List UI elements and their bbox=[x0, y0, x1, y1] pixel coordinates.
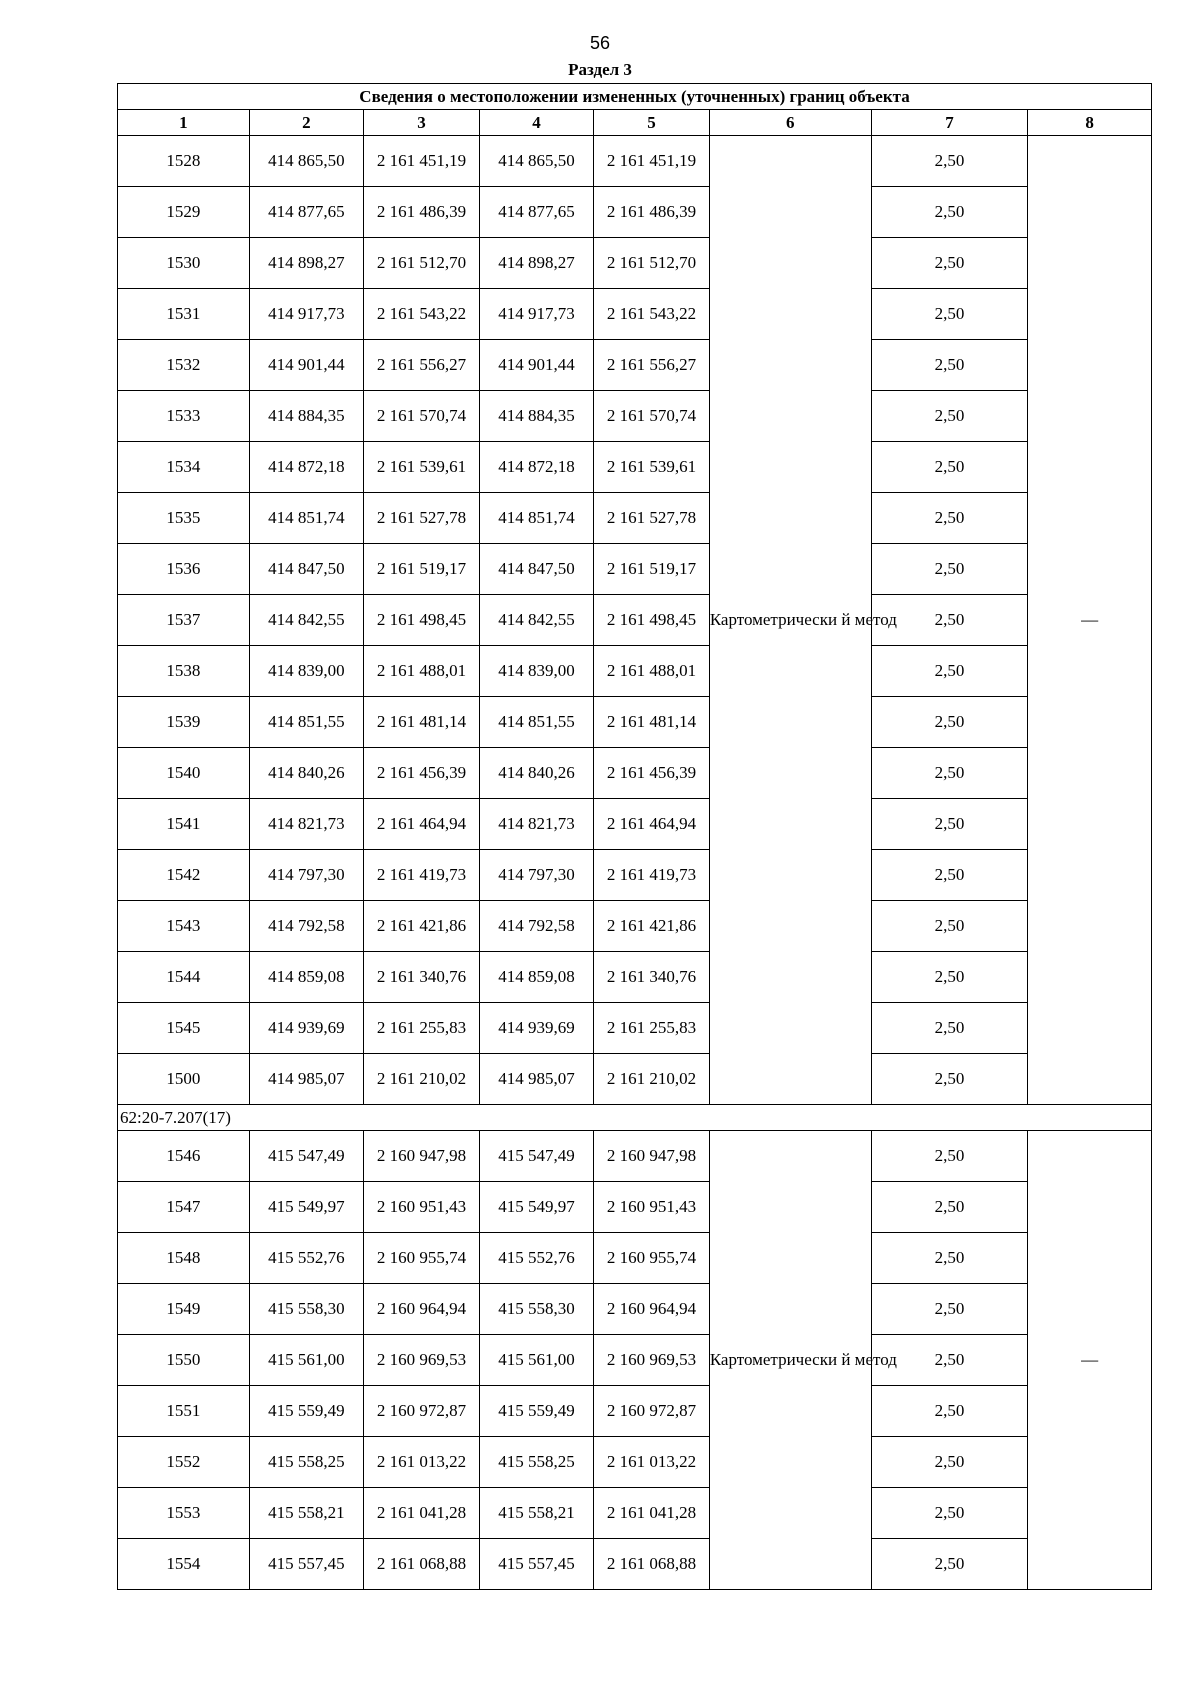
x-coordinate-cell: 414 839,00 bbox=[249, 646, 364, 697]
point-number-cell: 1544 bbox=[118, 952, 250, 1003]
x-coordinate-cell: 414 859,08 bbox=[479, 952, 594, 1003]
column-header: 6 bbox=[709, 110, 871, 136]
y-coordinate-cell: 2 161 486,39 bbox=[594, 187, 710, 238]
y-coordinate-cell: 2 160 947,98 bbox=[594, 1131, 710, 1182]
point-number-cell: 1533 bbox=[118, 391, 250, 442]
x-coordinate-cell: 415 549,97 bbox=[479, 1182, 594, 1233]
accuracy-cell: 2,50 bbox=[871, 595, 1028, 646]
table-row bbox=[118, 1539, 1152, 1590]
x-coordinate-cell: 414 847,50 bbox=[249, 544, 364, 595]
x-coordinate-cell: 414 898,27 bbox=[249, 238, 364, 289]
y-coordinate-cell: 2 160 955,74 bbox=[364, 1233, 480, 1284]
x-coordinate-cell: 414 792,58 bbox=[249, 901, 364, 952]
x-coordinate-cell: 415 558,25 bbox=[249, 1437, 364, 1488]
accuracy-cell: 2,50 bbox=[871, 1386, 1028, 1437]
x-coordinate-cell: 414 939,69 bbox=[249, 1003, 364, 1054]
x-coordinate-cell: 414 792,58 bbox=[479, 901, 594, 952]
x-coordinate-cell: 414 859,08 bbox=[249, 952, 364, 1003]
method-cell: Картометрически й метод bbox=[709, 136, 871, 1105]
table-row bbox=[118, 238, 1152, 289]
y-coordinate-cell: 2 160 969,53 bbox=[364, 1335, 480, 1386]
y-coordinate-cell: 2 160 947,98 bbox=[364, 1131, 480, 1182]
x-coordinate-cell: 414 884,35 bbox=[479, 391, 594, 442]
x-coordinate-cell: 415 552,76 bbox=[479, 1233, 594, 1284]
x-coordinate-cell: 414 842,55 bbox=[479, 595, 594, 646]
x-coordinate-cell: 415 549,97 bbox=[249, 1182, 364, 1233]
point-number-cell: 1541 bbox=[118, 799, 250, 850]
y-coordinate-cell: 2 161 570,74 bbox=[594, 391, 710, 442]
x-coordinate-cell: 414 901,44 bbox=[249, 340, 364, 391]
y-coordinate-cell: 2 161 527,78 bbox=[594, 493, 710, 544]
y-coordinate-cell: 2 160 969,53 bbox=[594, 1335, 710, 1386]
x-coordinate-cell: 414 797,30 bbox=[479, 850, 594, 901]
x-coordinate-cell: 414 917,73 bbox=[249, 289, 364, 340]
y-coordinate-cell: 2 161 486,39 bbox=[364, 187, 480, 238]
accuracy-cell: 2,50 bbox=[871, 850, 1028, 901]
column-8-cell: — bbox=[1028, 136, 1152, 1105]
accuracy-cell: 2,50 bbox=[871, 1335, 1028, 1386]
y-coordinate-cell: 2 160 955,74 bbox=[594, 1233, 710, 1284]
x-coordinate-cell: 415 558,25 bbox=[479, 1437, 594, 1488]
accuracy-cell: 2,50 bbox=[871, 901, 1028, 952]
x-coordinate-cell: 414 839,00 bbox=[479, 646, 594, 697]
y-coordinate-cell: 2 161 255,83 bbox=[364, 1003, 480, 1054]
y-coordinate-cell: 2 161 519,17 bbox=[594, 544, 710, 595]
point-number-cell: 1548 bbox=[118, 1233, 250, 1284]
column-header: 1 bbox=[118, 110, 250, 136]
y-coordinate-cell: 2 161 527,78 bbox=[364, 493, 480, 544]
x-coordinate-cell: 414 877,65 bbox=[479, 187, 594, 238]
y-coordinate-cell: 2 161 421,86 bbox=[594, 901, 710, 952]
x-coordinate-cell: 414 851,74 bbox=[479, 493, 594, 544]
y-coordinate-cell: 2 161 512,70 bbox=[364, 238, 480, 289]
table-row bbox=[118, 1284, 1152, 1335]
y-coordinate-cell: 2 161 419,73 bbox=[594, 850, 710, 901]
table-row bbox=[118, 1131, 1152, 1182]
point-number-cell: 1553 bbox=[118, 1488, 250, 1539]
y-coordinate-cell: 2 161 539,61 bbox=[594, 442, 710, 493]
section-title: Раздел 3 bbox=[568, 60, 632, 79]
point-number-cell: 1554 bbox=[118, 1539, 250, 1590]
y-coordinate-cell: 2 161 512,70 bbox=[594, 238, 710, 289]
point-number-cell: 1545 bbox=[118, 1003, 250, 1054]
x-coordinate-cell: 415 559,49 bbox=[479, 1386, 594, 1437]
x-coordinate-cell: 415 547,49 bbox=[249, 1131, 364, 1182]
point-number-cell: 1552 bbox=[118, 1437, 250, 1488]
point-number-cell: 1529 bbox=[118, 187, 250, 238]
column-8-cell: — bbox=[1028, 1131, 1152, 1590]
x-coordinate-cell: 414 840,26 bbox=[479, 748, 594, 799]
y-coordinate-cell: 2 161 041,28 bbox=[594, 1488, 710, 1539]
group-label: 62:20-7.207(17) bbox=[118, 1105, 1152, 1131]
y-coordinate-cell: 2 161 451,19 bbox=[594, 136, 710, 187]
x-coordinate-cell: 414 985,07 bbox=[249, 1054, 364, 1105]
table-body bbox=[118, 136, 1152, 1590]
y-coordinate-cell: 2 161 255,83 bbox=[594, 1003, 710, 1054]
y-coordinate-cell: 2 161 013,22 bbox=[594, 1437, 710, 1488]
x-coordinate-cell: 414 865,50 bbox=[479, 136, 594, 187]
table-row bbox=[118, 1003, 1152, 1054]
table-row bbox=[118, 646, 1152, 697]
y-coordinate-cell: 2 160 964,94 bbox=[594, 1284, 710, 1335]
accuracy-cell: 2,50 bbox=[871, 799, 1028, 850]
x-coordinate-cell: 414 865,50 bbox=[249, 136, 364, 187]
x-coordinate-cell: 414 985,07 bbox=[479, 1054, 594, 1105]
y-coordinate-cell: 2 161 543,22 bbox=[594, 289, 710, 340]
x-coordinate-cell: 415 558,21 bbox=[249, 1488, 364, 1539]
column-header: 4 bbox=[479, 110, 594, 136]
table-row bbox=[118, 697, 1152, 748]
y-coordinate-cell: 2 161 456,39 bbox=[594, 748, 710, 799]
y-coordinate-cell: 2 161 519,17 bbox=[364, 544, 480, 595]
accuracy-cell: 2,50 bbox=[871, 1054, 1028, 1105]
point-number-cell: 1538 bbox=[118, 646, 250, 697]
y-coordinate-cell: 2 161 498,45 bbox=[364, 595, 480, 646]
accuracy-cell: 2,50 bbox=[871, 391, 1028, 442]
point-number-cell: 1542 bbox=[118, 850, 250, 901]
y-coordinate-cell: 2 161 481,14 bbox=[364, 697, 480, 748]
y-coordinate-cell: 2 161 570,74 bbox=[364, 391, 480, 442]
x-coordinate-cell: 414 842,55 bbox=[249, 595, 364, 646]
table-row bbox=[118, 1335, 1152, 1386]
x-coordinate-cell: 415 559,49 bbox=[249, 1386, 364, 1437]
x-coordinate-cell: 414 939,69 bbox=[479, 1003, 594, 1054]
accuracy-cell: 2,50 bbox=[871, 1539, 1028, 1590]
table-row bbox=[118, 136, 1152, 187]
table-row bbox=[118, 544, 1152, 595]
x-coordinate-cell: 414 821,73 bbox=[249, 799, 364, 850]
y-coordinate-cell: 2 160 972,87 bbox=[594, 1386, 710, 1437]
accuracy-cell: 2,50 bbox=[871, 646, 1028, 697]
x-coordinate-cell: 414 840,26 bbox=[249, 748, 364, 799]
x-coordinate-cell: 415 552,76 bbox=[249, 1233, 364, 1284]
y-coordinate-cell: 2 161 041,28 bbox=[364, 1488, 480, 1539]
x-coordinate-cell: 415 561,00 bbox=[249, 1335, 364, 1386]
y-coordinate-cell: 2 161 210,02 bbox=[364, 1054, 480, 1105]
accuracy-cell: 2,50 bbox=[871, 952, 1028, 1003]
column-header: 8 bbox=[1028, 110, 1152, 136]
accuracy-cell: 2,50 bbox=[871, 1284, 1028, 1335]
y-coordinate-cell: 2 161 456,39 bbox=[364, 748, 480, 799]
accuracy-cell: 2,50 bbox=[871, 187, 1028, 238]
x-coordinate-cell: 414 851,74 bbox=[249, 493, 364, 544]
point-number-cell: 1550 bbox=[118, 1335, 250, 1386]
point-number-cell: 1546 bbox=[118, 1131, 250, 1182]
table-row bbox=[118, 850, 1152, 901]
y-coordinate-cell: 2 161 421,86 bbox=[364, 901, 480, 952]
x-coordinate-cell: 414 872,18 bbox=[249, 442, 364, 493]
table-row bbox=[118, 595, 1152, 646]
y-coordinate-cell: 2 161 556,27 bbox=[364, 340, 480, 391]
table-row bbox=[118, 391, 1152, 442]
accuracy-cell: 2,50 bbox=[871, 1488, 1028, 1539]
accuracy-cell: 2,50 bbox=[871, 289, 1028, 340]
x-coordinate-cell: 414 872,18 bbox=[479, 442, 594, 493]
x-coordinate-cell: 414 797,30 bbox=[249, 850, 364, 901]
y-coordinate-cell: 2 161 464,94 bbox=[364, 799, 480, 850]
y-coordinate-cell: 2 160 951,43 bbox=[364, 1182, 480, 1233]
table-row bbox=[118, 187, 1152, 238]
point-number-cell: 1536 bbox=[118, 544, 250, 595]
y-coordinate-cell: 2 160 964,94 bbox=[364, 1284, 480, 1335]
x-coordinate-cell: 415 557,45 bbox=[479, 1539, 594, 1590]
y-coordinate-cell: 2 161 481,14 bbox=[594, 697, 710, 748]
y-coordinate-cell: 2 161 068,88 bbox=[364, 1539, 480, 1590]
table-row bbox=[118, 952, 1152, 1003]
point-number-cell: 1535 bbox=[118, 493, 250, 544]
accuracy-cell: 2,50 bbox=[871, 1182, 1028, 1233]
y-coordinate-cell: 2 161 543,22 bbox=[364, 289, 480, 340]
x-coordinate-cell: 414 851,55 bbox=[249, 697, 364, 748]
accuracy-cell: 2,50 bbox=[871, 136, 1028, 187]
table-row bbox=[118, 748, 1152, 799]
point-number-cell: 1534 bbox=[118, 442, 250, 493]
x-coordinate-cell: 415 558,30 bbox=[249, 1284, 364, 1335]
y-coordinate-cell: 2 161 488,01 bbox=[594, 646, 710, 697]
column-header: 3 bbox=[364, 110, 480, 136]
x-coordinate-cell: 414 851,55 bbox=[479, 697, 594, 748]
y-coordinate-cell: 2 161 488,01 bbox=[364, 646, 480, 697]
table-row bbox=[118, 289, 1152, 340]
point-number-cell: 1537 bbox=[118, 595, 250, 646]
column-header: 7 bbox=[871, 110, 1028, 136]
point-number-cell: 1500 bbox=[118, 1054, 250, 1105]
accuracy-cell: 2,50 bbox=[871, 340, 1028, 391]
accuracy-cell: 2,50 bbox=[871, 442, 1028, 493]
y-coordinate-cell: 2 161 539,61 bbox=[364, 442, 480, 493]
table-row bbox=[118, 1488, 1152, 1539]
x-coordinate-cell: 414 901,44 bbox=[479, 340, 594, 391]
y-coordinate-cell: 2 160 972,87 bbox=[364, 1386, 480, 1437]
y-coordinate-cell: 2 161 498,45 bbox=[594, 595, 710, 646]
x-coordinate-cell: 414 898,27 bbox=[479, 238, 594, 289]
point-number-cell: 1532 bbox=[118, 340, 250, 391]
y-coordinate-cell: 2 161 340,76 bbox=[594, 952, 710, 1003]
point-number-cell: 1549 bbox=[118, 1284, 250, 1335]
coordinates-table bbox=[117, 83, 1152, 1590]
x-coordinate-cell: 415 558,30 bbox=[479, 1284, 594, 1335]
group-label-row bbox=[118, 1105, 1152, 1131]
column-header: 2 bbox=[249, 110, 364, 136]
point-number-cell: 1547 bbox=[118, 1182, 250, 1233]
x-coordinate-cell: 415 558,21 bbox=[479, 1488, 594, 1539]
accuracy-cell: 2,50 bbox=[871, 1233, 1028, 1284]
method-cell: Картометрически й метод bbox=[709, 1131, 871, 1590]
table-row bbox=[118, 799, 1152, 850]
point-number-cell: 1540 bbox=[118, 748, 250, 799]
point-number-cell: 1528 bbox=[118, 136, 250, 187]
point-number-cell: 1539 bbox=[118, 697, 250, 748]
table-row bbox=[118, 493, 1152, 544]
column-header: 5 bbox=[594, 110, 710, 136]
table-row bbox=[118, 1233, 1152, 1284]
table-row bbox=[118, 340, 1152, 391]
x-coordinate-cell: 414 877,65 bbox=[249, 187, 364, 238]
y-coordinate-cell: 2 161 068,88 bbox=[594, 1539, 710, 1590]
x-coordinate-cell: 415 547,49 bbox=[479, 1131, 594, 1182]
y-coordinate-cell: 2 161 556,27 bbox=[594, 340, 710, 391]
y-coordinate-cell: 2 161 419,73 bbox=[364, 850, 480, 901]
table-row bbox=[118, 1054, 1152, 1105]
accuracy-cell: 2,50 bbox=[871, 493, 1028, 544]
table-title: Сведения о местоположении измененных (уточненных) границ объекта bbox=[118, 84, 1152, 110]
y-coordinate-cell: 2 161 451,19 bbox=[364, 136, 480, 187]
page-number: 56 bbox=[589, 33, 611, 53]
table-row bbox=[118, 1386, 1152, 1437]
x-coordinate-cell: 414 884,35 bbox=[249, 391, 364, 442]
table-header-row bbox=[118, 110, 1152, 136]
x-coordinate-cell: 414 917,73 bbox=[479, 289, 594, 340]
accuracy-cell: 2,50 bbox=[871, 1131, 1028, 1182]
point-number-cell: 1543 bbox=[118, 901, 250, 952]
table-row bbox=[118, 901, 1152, 952]
accuracy-cell: 2,50 bbox=[871, 1437, 1028, 1488]
table-row bbox=[118, 1182, 1152, 1233]
x-coordinate-cell: 415 561,00 bbox=[479, 1335, 594, 1386]
point-number-cell: 1530 bbox=[118, 238, 250, 289]
accuracy-cell: 2,50 bbox=[871, 1003, 1028, 1054]
point-number-cell: 1551 bbox=[118, 1386, 250, 1437]
point-number-cell: 1531 bbox=[118, 289, 250, 340]
accuracy-cell: 2,50 bbox=[871, 238, 1028, 289]
y-coordinate-cell: 2 160 951,43 bbox=[594, 1182, 710, 1233]
x-coordinate-cell: 414 847,50 bbox=[479, 544, 594, 595]
table-row bbox=[118, 442, 1152, 493]
y-coordinate-cell: 2 161 210,02 bbox=[594, 1054, 710, 1105]
table-row bbox=[118, 1437, 1152, 1488]
accuracy-cell: 2,50 bbox=[871, 697, 1028, 748]
accuracy-cell: 2,50 bbox=[871, 748, 1028, 799]
x-coordinate-cell: 415 557,45 bbox=[249, 1539, 364, 1590]
y-coordinate-cell: 2 161 464,94 bbox=[594, 799, 710, 850]
x-coordinate-cell: 414 821,73 bbox=[479, 799, 594, 850]
y-coordinate-cell: 2 161 340,76 bbox=[364, 952, 480, 1003]
accuracy-cell: 2,50 bbox=[871, 544, 1028, 595]
y-coordinate-cell: 2 161 013,22 bbox=[364, 1437, 480, 1488]
